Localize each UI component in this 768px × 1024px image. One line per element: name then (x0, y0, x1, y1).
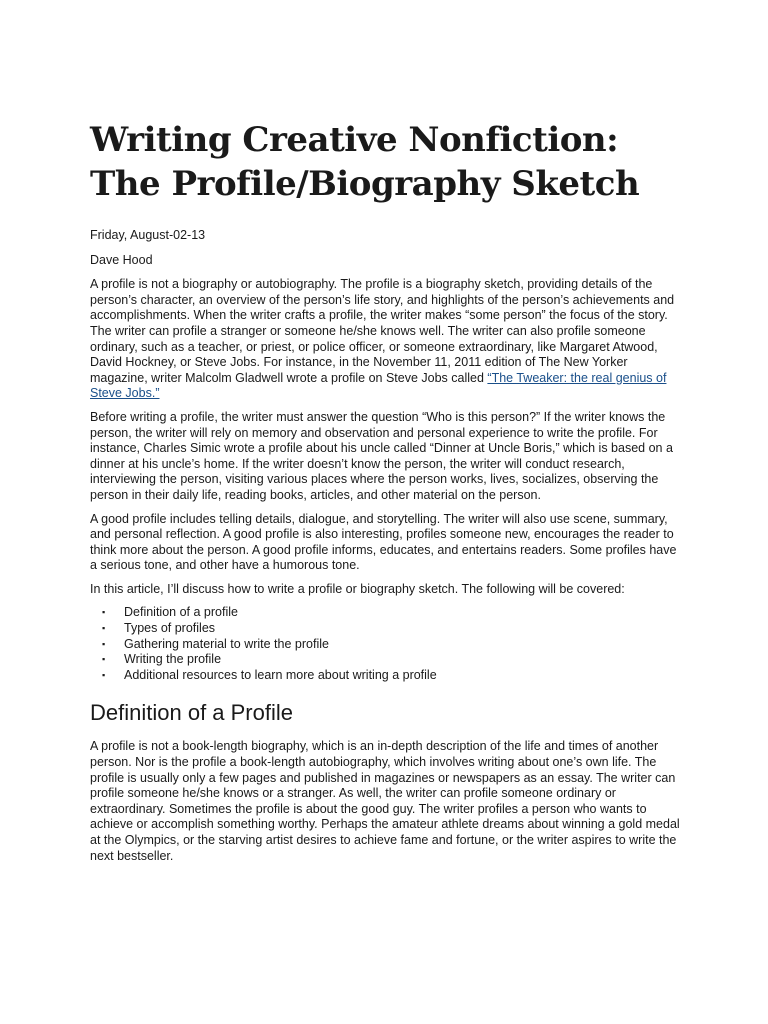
title-line-2: The Profile/Biography Sketch (90, 164, 640, 204)
bullet-icon: ▪ (102, 654, 106, 665)
list-item: ▪ Gathering material to write the profile (102, 636, 329, 651)
tweaker-article-link[interactable]: “The Tweaker: the real genius of Steve Jobs.” (90, 370, 667, 401)
list-item: ▪ Additional resources to learn more about writing a profile (102, 667, 437, 682)
bullet-icon: ▪ (102, 607, 106, 618)
publish-date: Friday, August-02-13 (90, 228, 206, 242)
document-page (90, 118, 680, 872)
bullet-icon: ▪ (102, 623, 106, 634)
bullet-icon: ▪ (102, 669, 106, 680)
section-heading-definition: Definition of a Profile (90, 700, 293, 726)
list-item: ▪ Definition of a profile (102, 605, 238, 620)
paragraph-good-profile: A good profile includes telling details, dialogue, and storytelling. The writer will also use scene, summary, and personal reflection. A good profile is also interesting, profiles someone new, encourages the reader to think more about the person. A good profile informs, educates, and entertains readers. Some profiles have a serious tone, and other have a humorous tone. (90, 511, 677, 573)
paragraph-definition: A profile is not a book-length biography, which is an in-depth description of the life and times of another person. Nor is the profile a book-length autobiography, which involves writing about one’s own life. The profile is usually only a few pages and published in magazines or newspapers as an essay. The writer can profile someone he/she knows or a stranger. As well, the writer can profile someone ordinary or extraordinary. Sometimes the profile is about the good guy. The writer profiles a person who wants to achieve or accomplish something worthy. Perhaps the amateur athlete dreams about winning a gold medal at the Olympics, or the starving artist desires to achieve fame and fortune, or the writer aspires to write the next bestseller. (90, 739, 680, 863)
bullet-icon: ▪ (102, 638, 106, 649)
topics-list (90, 605, 680, 683)
page-title (90, 118, 680, 206)
list-item: ▪ Types of profiles (102, 621, 216, 636)
list-item: ▪ Writing the profile (102, 652, 222, 667)
paragraph-article-overview: In this article, I’ll discuss how to write a profile or biography sketch. The following will be covered: (90, 581, 625, 596)
title-line-1: Writing Creative Nonfiction: (90, 120, 619, 160)
paragraph-before-writing: Before writing a profile, the writer must answer the question “Who is this person?” If the writer knows the person, the writer will rely on memory and observation and personal experience to write the profile. For instance, Charles Simic wrote a profile about his uncle called “Dinner at Uncle Boris,” which is based on a dinner at his uncle’s home. If the writer doesn’t know the person, the writer will conduct research, interviewing the person, visiting various places where the person works, lives, socializes, observing the person in their daily life, reading books, articles, and other material on the person. (90, 409, 673, 502)
paragraph-intro (90, 277, 680, 402)
author-name: Dave Hood (90, 252, 153, 267)
paragraph-intro-text: A profile is not a biography or autobiography. The profile is a biography sketch, providing details of the person’s character, an overview of the person’s life story, and highlights of the person’s achievements and accomplishments. When the writer crafts a profile, the writer makes “some person” the focus of the story. The writer can profile a stranger or someone he/she knows well. The writer can also profile someone ordinary, such as a teacher, or priest, or police officer, or someone extraordinary, like Margaret Atwood, David Hockney, or Steve Jobs. For instance, in the November 11, 2011 edition of The New Yorker magazine, writer Malcolm Gladwell wrote a profile on Steve Jobs called (90, 277, 675, 385)
